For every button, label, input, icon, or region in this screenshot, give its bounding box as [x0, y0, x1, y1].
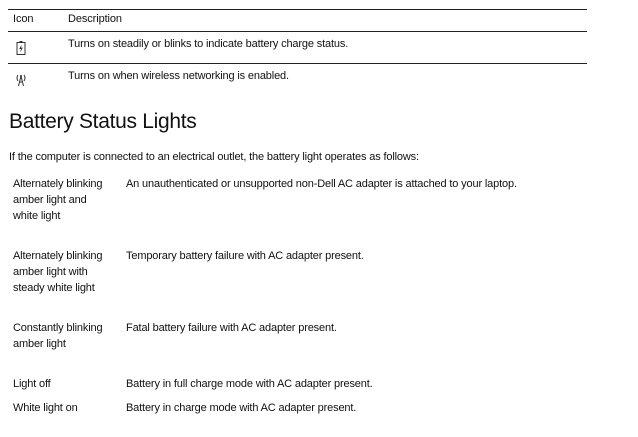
light-state: Constantly blinking amber light — [13, 322, 103, 350]
section-title: Battery Status Lights — [9, 110, 197, 133]
light-meaning: An unauthenticated or unsupported non-Dell AC adapter is attached to your laptop. — [126, 178, 517, 190]
light-meaning: Battery in charge mode with AC adapter present. — [126, 402, 357, 414]
light-state: Alternately blinking amber light with steady white light — [13, 250, 103, 294]
light-state: Alternately blinking amber light and white light — [13, 178, 103, 222]
wireless-icon — [14, 72, 28, 88]
wireless-light-description: Turns on when wireless networking is enabled. — [68, 70, 289, 82]
table-header-row — [8, 10, 587, 32]
light-meaning: Battery in full charge mode with AC adapter present. — [126, 378, 373, 390]
header-description: Description — [68, 13, 122, 25]
light-state: White light on — [13, 402, 78, 414]
light-meaning: Temporary battery failure with AC adapter present. — [126, 250, 364, 262]
light-state: Light off — [13, 378, 51, 390]
header-icon: Icon — [13, 13, 34, 25]
battery-light-description: Turns on steadily or blinks to indicate battery charge status. — [68, 38, 349, 50]
table-row — [8, 64, 587, 95]
icon-description-table — [8, 9, 587, 95]
section-intro: If the computer is connected to an electrical outlet, the battery light operates as follows: — [9, 151, 419, 163]
battery-icon — [14, 40, 28, 56]
light-meaning: Fatal battery failure with AC adapter present. — [126, 322, 337, 334]
table-row — [8, 32, 587, 64]
